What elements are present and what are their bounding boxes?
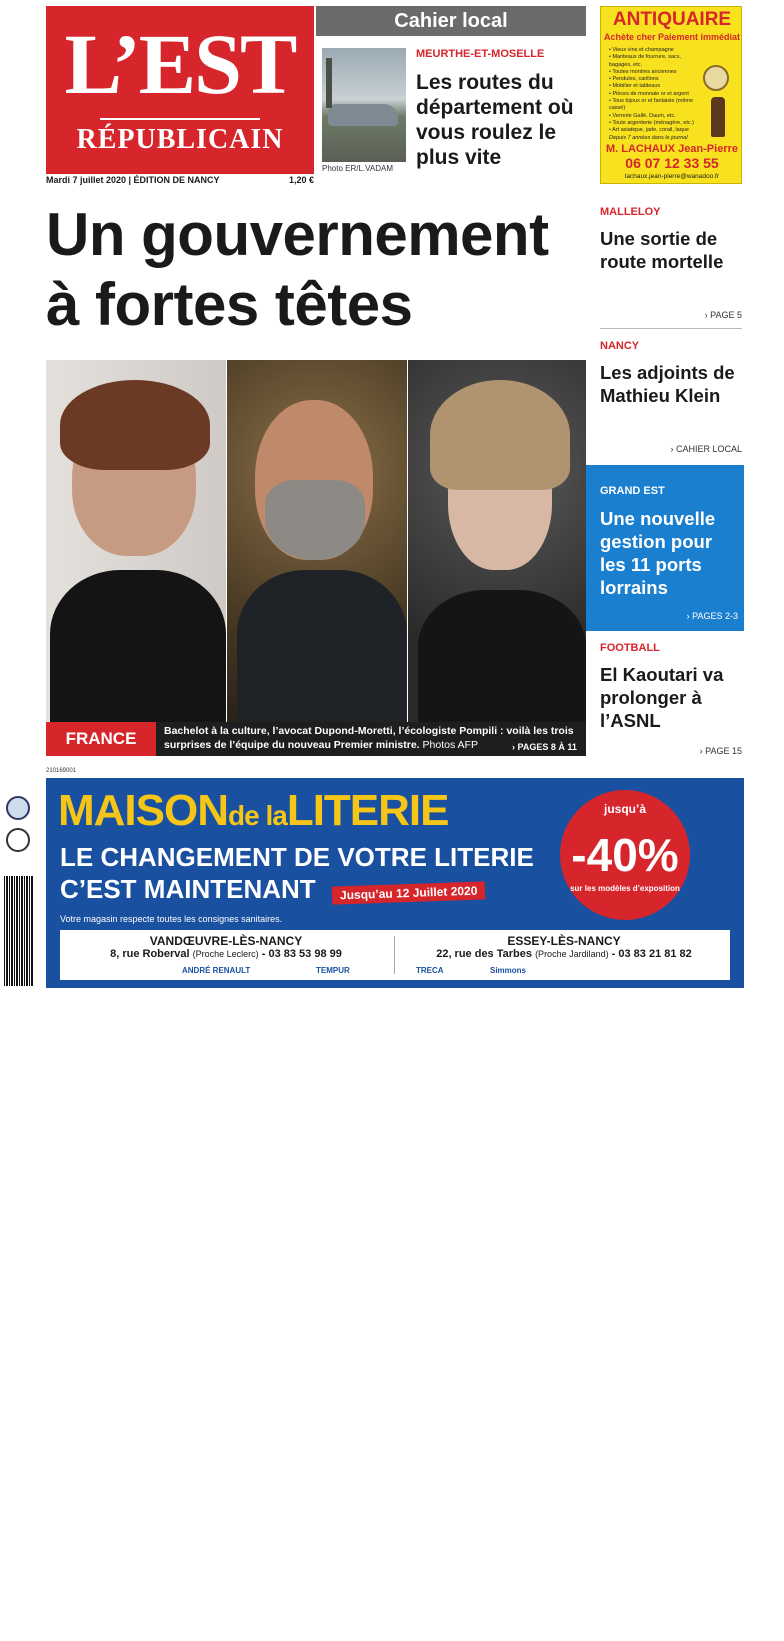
cahier-local-photo[interactable]	[322, 48, 406, 162]
page-reference[interactable]: › PAGES 8 À 11	[512, 742, 577, 752]
ad-brand-mid: de la	[228, 800, 287, 831]
kicker-football: FOOTBALL	[600, 642, 660, 654]
antiquaire-item: • Tous bijoux or et fantaisie (même cassé)	[609, 98, 694, 112]
car-shape	[328, 104, 398, 126]
portrait-pompili	[408, 360, 586, 722]
brand-logo-treca: TRECA	[416, 966, 444, 975]
dateline	[46, 175, 314, 187]
bottle-icon	[711, 97, 725, 137]
ad-code: 210169001	[46, 768, 77, 774]
ad-brand-main: MAISON	[58, 786, 228, 835]
antiquaire-item: • Mobilier et tableaux	[609, 83, 661, 90]
store-landmark: (Proche Jardiland)	[535, 949, 609, 959]
store-phone: - 03 83 53 98 99	[261, 948, 342, 960]
portrait-hair	[60, 380, 210, 470]
brand-logo-tempur: TEMPUR	[316, 966, 350, 975]
promo-top: jusqu’à	[603, 802, 646, 816]
ref-football[interactable]: › PAGE 15	[699, 746, 742, 756]
store-town: VANDŒUVRE-LÈS-NANCY	[149, 934, 303, 948]
antiquaire-item: • Art asiatique, jade, corail, laque	[609, 127, 689, 134]
cahier-local-kicker: MEURTHE-ET-MOSELLE	[416, 48, 545, 60]
photo-credit: Photo ER/L.VADAM	[322, 164, 393, 173]
recycle-icon	[6, 828, 30, 852]
divider	[600, 328, 742, 329]
antiquaire-item: Depuis 7 années dans le journal	[609, 134, 688, 141]
headline-line-1: Un gouvernement	[46, 201, 549, 268]
antiquaire-item: • Pendules, carillons	[609, 76, 659, 83]
barcode	[4, 876, 34, 986]
antiquaire-item: • Toute argenterie (ménagère, etc.)	[609, 119, 694, 126]
store-landmark: (Proche Leclerc)	[192, 949, 259, 959]
ad-headline-1: LE CHANGEMENT DE VOTRE LITERIE	[60, 842, 534, 872]
store-phone: - 03 83 21 81 82	[611, 948, 692, 960]
masthead-logo[interactable]	[46, 6, 314, 174]
section-tag[interactable]: FRANCE	[46, 722, 156, 756]
store-essey	[404, 934, 724, 960]
store-divider	[394, 936, 395, 974]
portrait-body	[418, 590, 586, 730]
ad-until-badge: Jusqu’au 12 Juillet 2020	[332, 881, 486, 904]
brand-logo-andre-renault: ANDRÉ RENAULT	[182, 966, 251, 975]
kicker-malleloy: MALLELOY	[600, 206, 661, 218]
logo-subtitle: RÉPUBLICAIN	[76, 124, 284, 155]
portrait-body	[237, 570, 407, 730]
store-locations	[60, 930, 730, 980]
headline-photos[interactable]	[46, 360, 586, 722]
caption-body: Bachelot à la culture, l’avocat Dupond-Moretti, l’écologiste Pompili : voilà les trois surprises de l’équipe du nouveau Premier ministre.	[164, 725, 574, 751]
promo-bottom: sur les modèles d’exposition	[570, 884, 680, 893]
antiquaire-title: ANTIQUAIRE	[612, 9, 732, 30]
cahier-local-title[interactable]: Les routes du département où vous roulez le plus vite	[416, 71, 574, 169]
main-headline[interactable]	[46, 200, 586, 340]
antiquaire-email: lachaux.jean-pierre@wanadoo.fr	[624, 173, 720, 180]
portrait-beard	[265, 480, 365, 560]
portrait-body	[50, 570, 226, 730]
store-town: ESSEY-LÈS-NANCY	[507, 934, 621, 948]
antiquaire-item: • Manteaux de fourrure, sacs, bagages, etc.	[609, 54, 681, 68]
tree-shape	[326, 58, 332, 108]
store-address	[404, 948, 724, 960]
promo-percent: -40%	[571, 829, 679, 881]
store-street: 8, rue Roberval	[110, 948, 190, 960]
portrait-bachelot	[46, 360, 226, 722]
ref-nancy[interactable]: › CAHIER LOCAL	[670, 444, 742, 454]
portrait-hair	[430, 380, 570, 490]
ad-brand-end: LITERIE	[286, 786, 449, 835]
ad-brand	[58, 786, 449, 836]
title-football[interactable]: El Kaoutari va prolonger à l’ASNL	[600, 664, 724, 731]
portrait-dupond-moretti	[227, 360, 407, 722]
antiquaire-subtitle: Achète cher Paiement immédiat	[603, 32, 741, 42]
cahier-local-header[interactable]: Cahier local	[316, 6, 586, 36]
literie-ad[interactable]	[46, 778, 784, 1641]
ad-side-note: *Voir conditions en magasin	[760, 1618, 784, 1641]
antiquaire-ad[interactable]	[600, 6, 742, 184]
kicker-nancy: NANCY	[600, 340, 640, 352]
store-street: 22, rue des Tarbes	[436, 948, 532, 960]
logo-title: L’EST	[64, 16, 296, 112]
clock-icon	[703, 65, 729, 91]
antiquaire-name: M. LACHAUX Jean-Pierre	[605, 143, 739, 155]
ref-malleloy[interactable]: › PAGE 5	[704, 310, 742, 320]
caption-bar	[46, 722, 586, 756]
ad-headline-2: C’EST MAINTENANT	[60, 874, 316, 904]
store-vandoeuvre	[66, 934, 386, 960]
headline-line-2: à fortes têtes	[46, 271, 413, 338]
antiquaire-item: • Pièces de monnaie or et argent	[609, 90, 689, 97]
grand-est-box[interactable]	[586, 465, 744, 631]
promo-circle	[560, 790, 690, 920]
ref-grand-est[interactable]: › PAGES 2-3	[686, 611, 738, 621]
antiquaire-item: • Verrerie Gallé, Daum, etc.	[609, 112, 676, 119]
brand-logo-simmons: Simmons	[490, 966, 527, 975]
antiquaire-list	[609, 47, 699, 142]
title-nancy[interactable]: Les adjoints de Mathieu Klein	[600, 362, 735, 406]
title-malleloy[interactable]: Une sortie de route mortelle	[600, 228, 724, 272]
price: 1,20 €	[288, 175, 314, 185]
title-grand-est: Une nouvelle gestion pour les 11 ports lorrains	[600, 508, 716, 598]
logo-rule	[100, 118, 260, 120]
seal-icon	[6, 796, 30, 820]
antiquaire-phone: 06 07 12 33 55	[625, 155, 719, 171]
kicker-grand-est: GRAND EST	[600, 485, 665, 497]
ad-note: Votre magasin respecte toutes les consignes sanitaires.	[60, 914, 283, 924]
antiquaire-item: • Vieux vins et champagne	[609, 47, 674, 53]
antiquaire-item: • Toutes montres anciennes	[609, 68, 677, 75]
caption-credit: Photos AFP	[422, 739, 478, 751]
date-edition: Mardi 7 juillet 2020 | ÉDITION DE NANCY	[46, 175, 220, 185]
store-address	[66, 948, 386, 960]
